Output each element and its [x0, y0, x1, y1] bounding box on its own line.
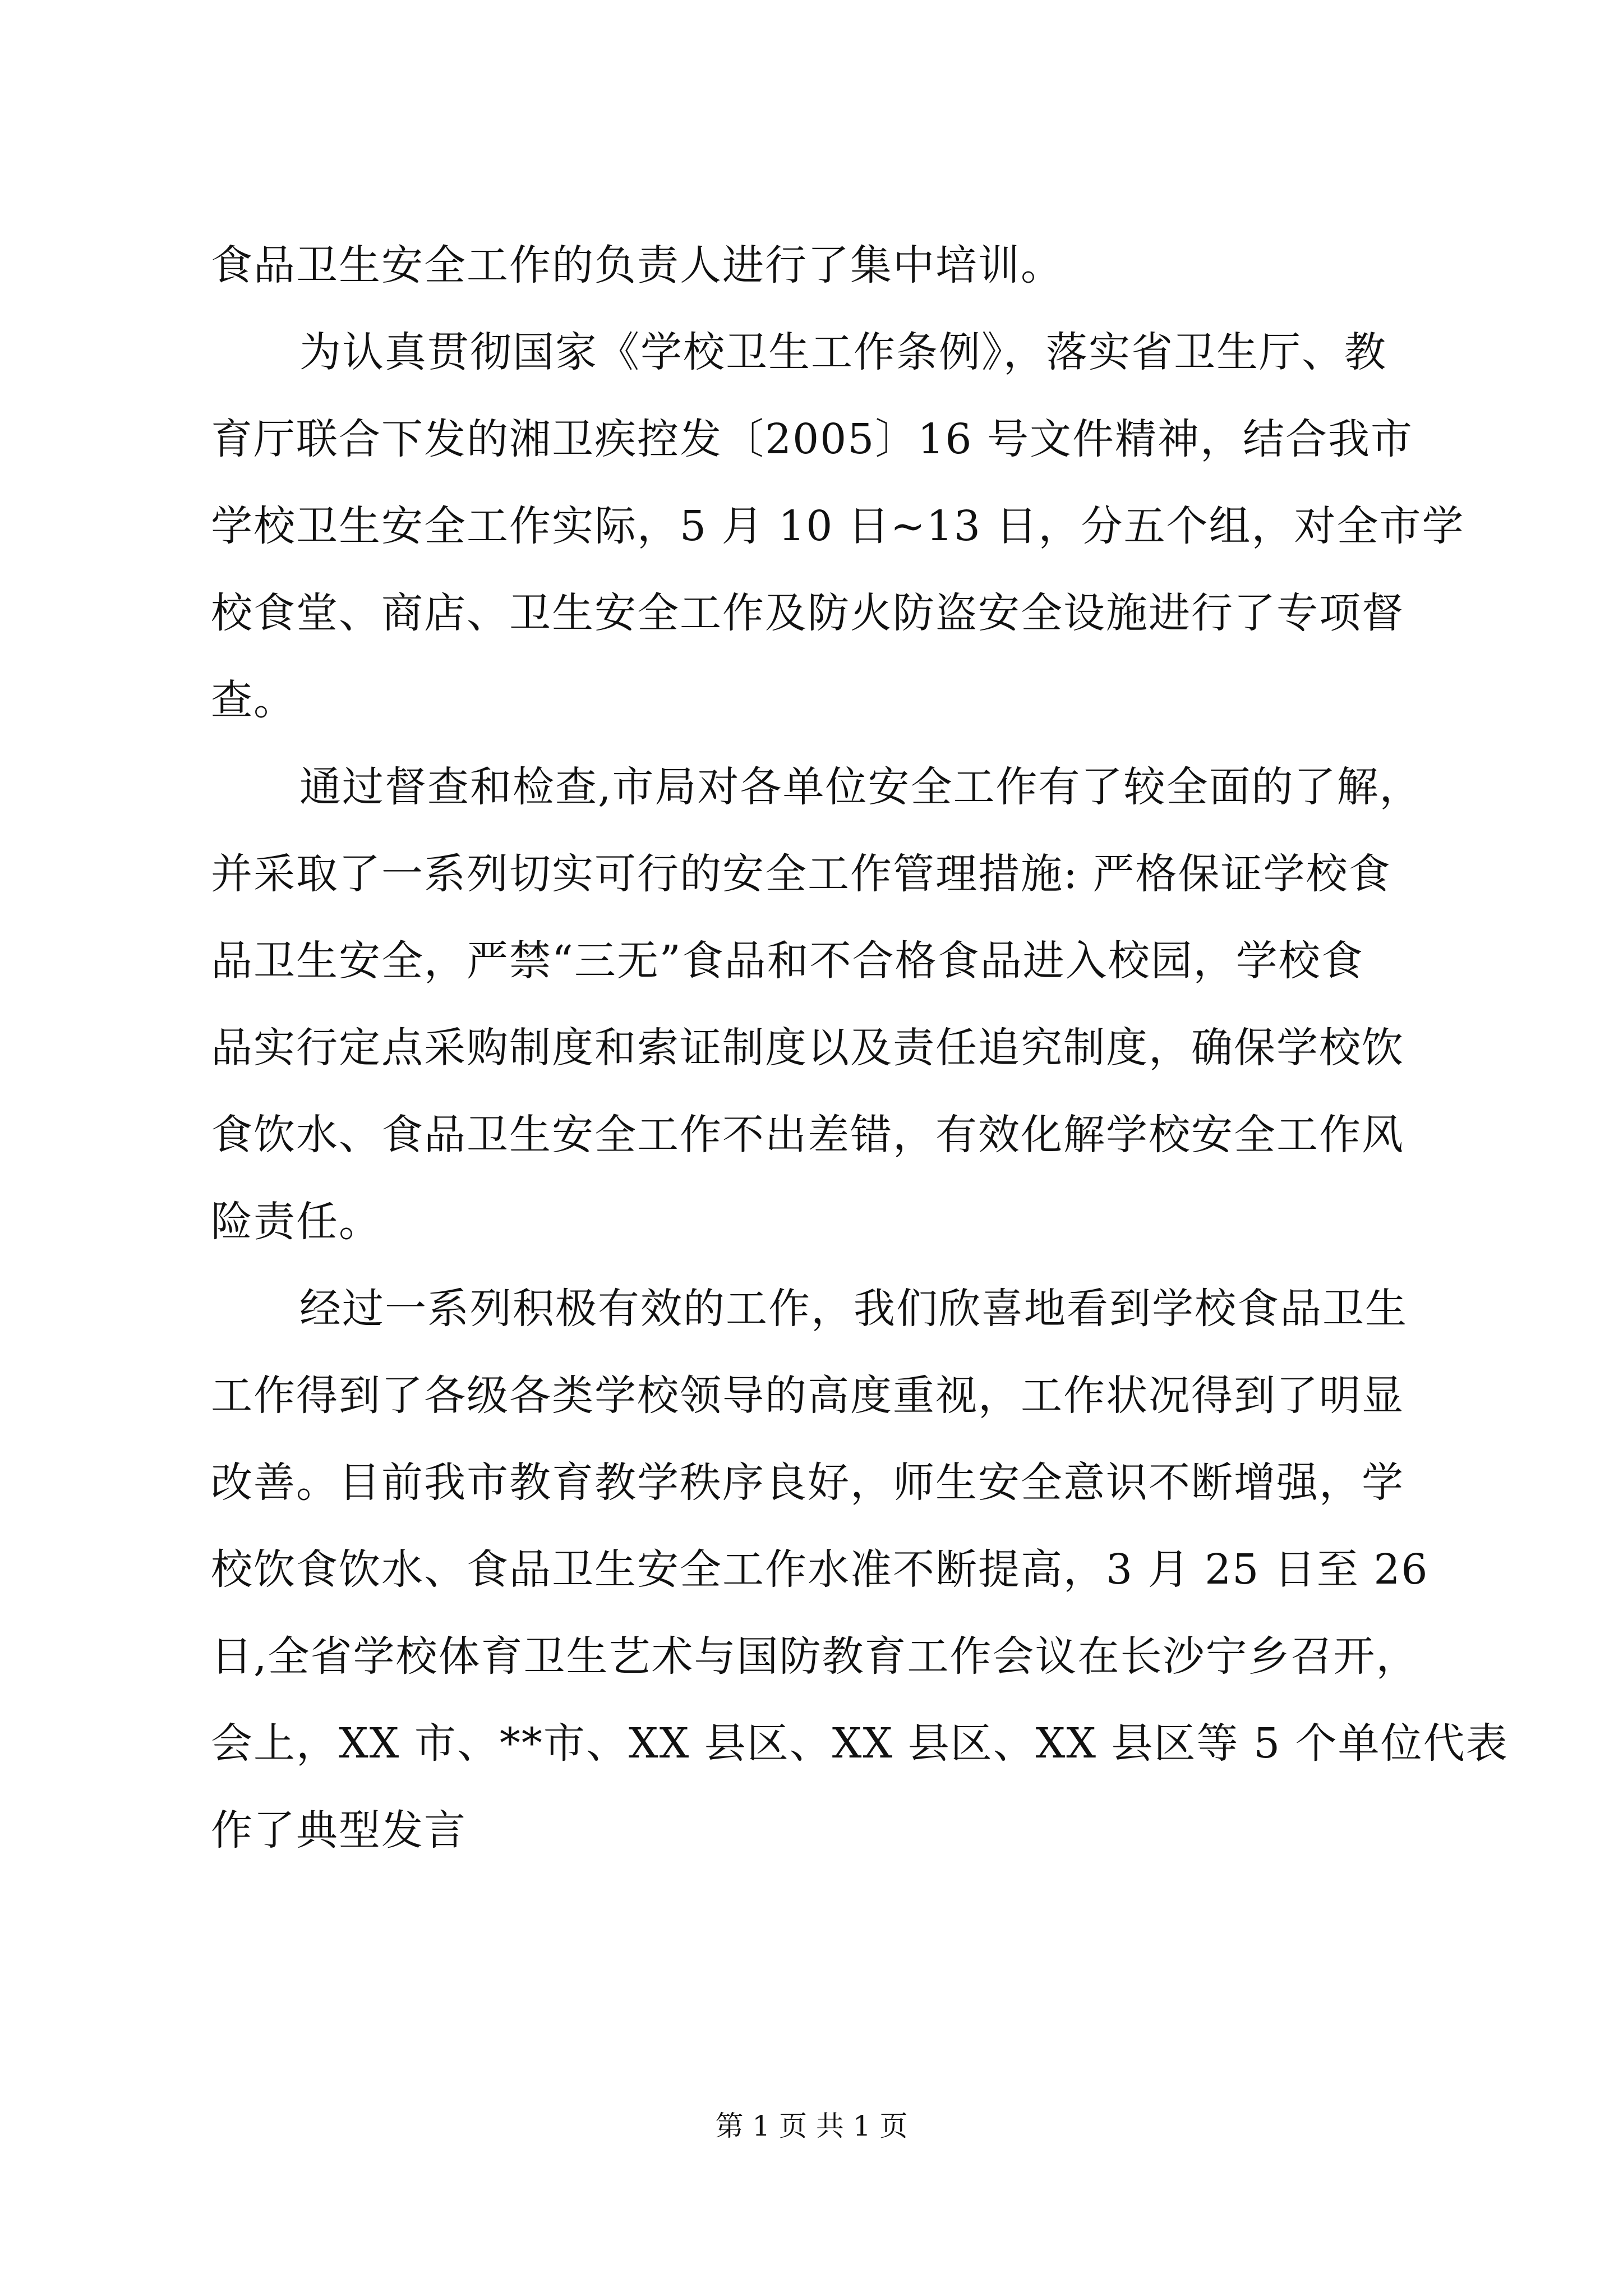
text-line: 食品卫生安全工作的负责人进行了集中培训。	[211, 241, 1063, 289]
text-line: 会上，XX 市、**市、XX 县区、XX 县区、XX 县区等 5 个单位代表	[211, 1719, 1509, 1768]
text-line: 改善。目前我市教育教学秩序良好，师生安全意识不断增强，学	[211, 1458, 1404, 1507]
document-body	[211, 222, 1509, 1874]
text-line: 作了典型发言	[211, 1806, 467, 1855]
text-line: 校饮食饮水、食品卫生安全工作水准不断提高，3 月 25 日至 26	[211, 1545, 1429, 1594]
text-line: 食饮水、食品卫生安全工作不出差错，有效化解学校安全工作风	[211, 1111, 1404, 1159]
text-line: 育厅联合下发的湘卫疾控发〔2005〕16 号文件精神，结合我市	[211, 415, 1414, 463]
text-line: 并采取了一系列切实可行的安全工作管理措施: 严格保证学校食	[211, 850, 1391, 898]
text-line: 险责任。	[211, 1198, 381, 1246]
paragraph-first-line: 通过督查和检查,市局对各单位安全工作有了较全面的了解，	[299, 763, 1422, 811]
paragraph-first-line: 为认真贯彻国家《学校卫生工作条例》，落实省卫生厅、教	[299, 328, 1387, 376]
text-line: 查。	[211, 676, 296, 724]
text-line: 日,全省学校体育卫生艺术与国防教育工作会议在长沙宁乡召开，	[211, 1632, 1419, 1681]
text-line: 校食堂、商店、卫生安全工作及防火防盗安全设施进行了专项督	[211, 589, 1404, 637]
text-line: 品卫生安全，严禁“三无”食品和不合格食品进入校园，学校食	[211, 937, 1364, 985]
text-line: 品实行定点采购制度和索证制度以及责任追究制度，确保学校饮	[211, 1024, 1404, 1072]
text-line: 工作得到了各级各类学校领导的高度重视，工作状况得到了明显	[211, 1372, 1404, 1420]
page-number-footer: 第 1 页 共 1 页	[715, 2110, 908, 2142]
text-line: 学校卫生安全工作实际，5 月 10 日~13 日，分五个组，对全市学	[211, 502, 1465, 550]
paragraph-first-line: 经过一系列积极有效的工作，我们欣喜地看到学校食品卫生	[299, 1285, 1408, 1333]
